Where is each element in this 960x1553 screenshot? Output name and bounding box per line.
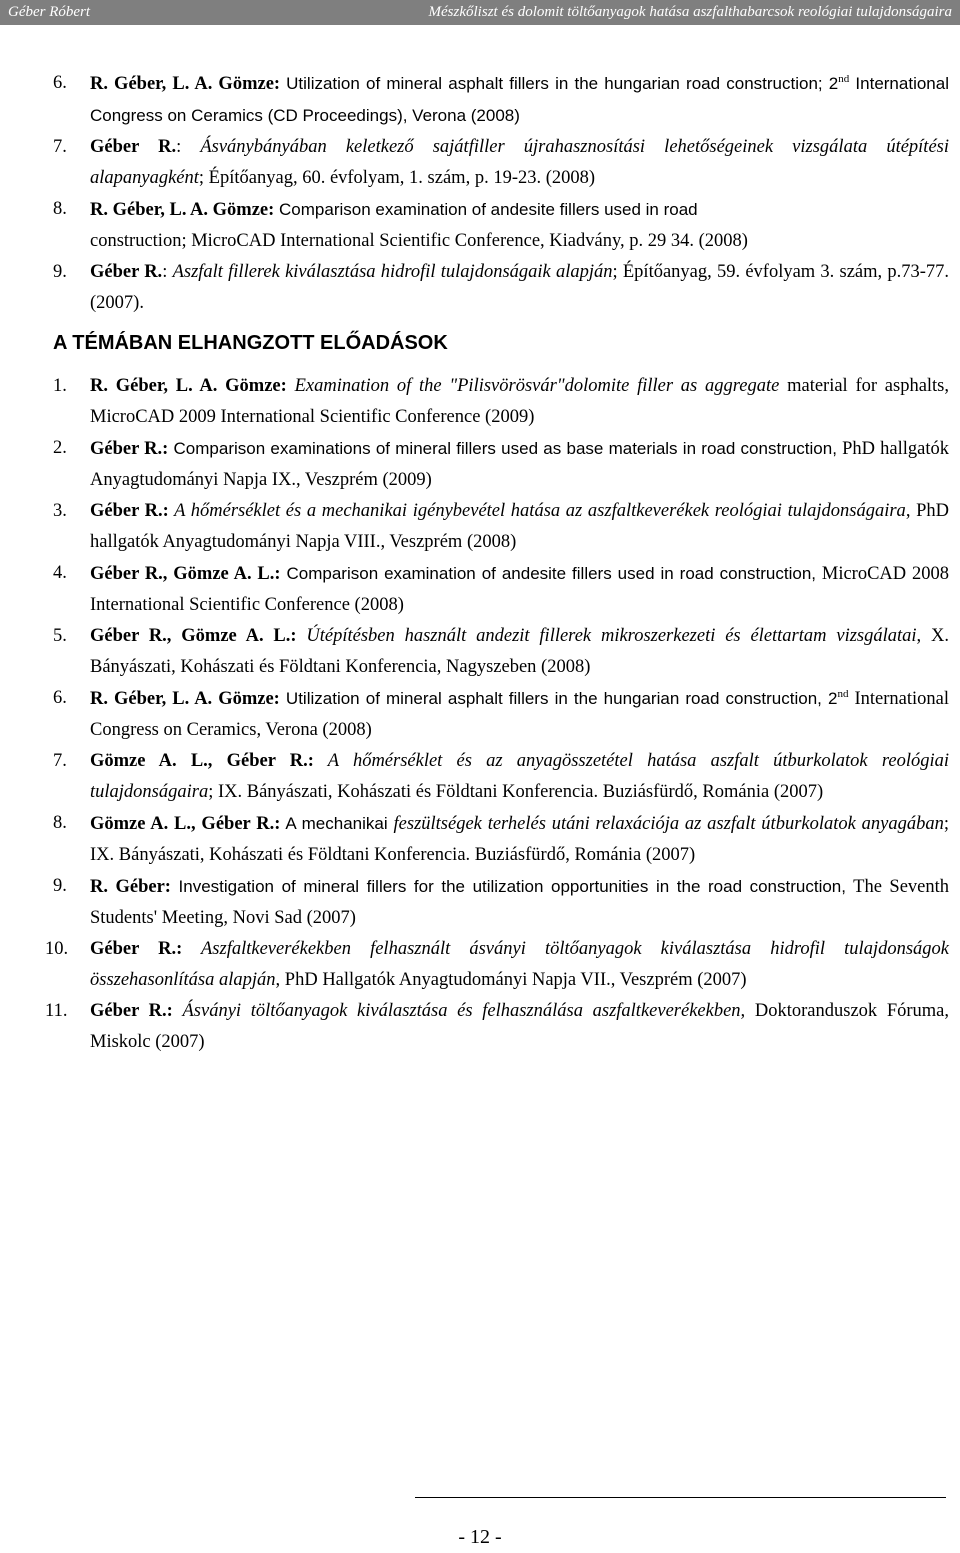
item-number: 1.	[53, 376, 67, 396]
item-title-sup: nd	[838, 72, 850, 85]
item-venue: The Seventh Students' Meeting, Novi Sad (2007)	[90, 877, 950, 928]
item-number: 11.	[45, 1001, 68, 1021]
item-authors: Géber R.:	[90, 939, 183, 959]
item-title-lead: A mechanikai	[280, 814, 394, 833]
item-authors: Géber R.	[90, 262, 163, 282]
page-number: - 12 -	[458, 1526, 502, 1548]
item-venue: , PhD Hallgatók Anyagtudományi Napja VII., Veszprém (2007)	[275, 970, 747, 990]
talk-item-1	[53, 371, 949, 433]
talk-item-8	[53, 808, 949, 871]
item-number: 6.	[53, 688, 67, 708]
item-authors: Géber R., Gömze A. L.:	[90, 564, 281, 584]
item-authors: Géber R., Gömze A. L.:	[90, 626, 297, 646]
talk-item-3	[53, 496, 949, 558]
item-title: Investigation of mineral fillers for the utilization opportunities in the road construction,	[170, 877, 846, 896]
item-authors: R. Géber, L. A. Gömze:	[90, 689, 280, 709]
item-venue: ; IX. Bányászati, Kohászati és Földtani Konferencia. Buziásfürdő, Románia (2007)	[208, 782, 824, 802]
publication-item-7	[53, 132, 949, 194]
header-title: Mészkőliszt és dolomit töltőanyagok hatása aszfalthabarcsok reológiai tulajdonságaira	[428, 4, 952, 20]
item-number: 7.	[53, 751, 67, 771]
item-venue: ; IX. Bányászati, Kohászati és Földtani Konferencia. Buziásfürdő, Románia (2007)	[90, 814, 949, 865]
item-authors: Géber R.:	[90, 501, 169, 521]
item-number: 9.	[53, 876, 67, 896]
item-separator: :	[176, 137, 201, 157]
publication-item-8	[53, 194, 949, 257]
running-header	[0, 0, 960, 25]
item-title: Examination of the "Pilisvörösvár"dolomite filler as aggregate	[286, 376, 780, 396]
item-title: Ásványi töltőanyagok kiválasztása és felhasználása aszfaltkeverékekben,	[172, 1001, 746, 1021]
item-title: A hőmérséklet és a mechanikai igénybevétel hatása az aszfaltkeverékek reológiai tulajdonságaira	[168, 501, 906, 521]
item-venue: construction; MicroCAD International Scientific Conference, Kiadvány, p. 29 34. (2008)	[90, 231, 748, 251]
item-title: Utilization of mineral asphalt fillers in the hungarian road construction, 2	[279, 689, 838, 708]
item-authors: Géber R.	[90, 137, 177, 157]
item-venue: ; Építőanyag, 60. évfolyam, 1. szám, p. 19-23. (2008)	[198, 168, 596, 188]
item-venue: MicroCAD 2008 International Scientific Conference (2008)	[90, 564, 949, 615]
item-authors: Géber R.:	[90, 1001, 173, 1021]
publication-item-9	[53, 257, 949, 319]
publication-item-6	[53, 68, 949, 132]
item-venue: Doktoranduszok Fóruma, Miskolc (2007)	[90, 1001, 950, 1052]
talk-item-9	[53, 871, 949, 934]
item-title: Comparison examinations of mineral fillers used as base materials in road construction,	[168, 439, 837, 458]
item-authors: Géber R.:	[90, 439, 169, 459]
talk-item-11	[45, 996, 950, 1058]
item-authors: R. Géber, L. A. Gömze:	[90, 376, 287, 396]
item-number: 8.	[53, 199, 67, 219]
item-authors: Gömze A. L., Géber R.:	[90, 814, 281, 834]
item-venue: ; Építőanyag, 59. évfolyam 3. szám, p.73-77. (2007).	[90, 262, 950, 313]
talk-item-7	[53, 746, 949, 808]
item-venue: , X. Bányászati, Kohászati és Földtani Konferencia, Nagyszeben (2008)	[90, 626, 949, 677]
item-title: A hőmérséklet és az anyagösszetétel hatása aszfalt útburkolatok reológiai tulajdonságaira	[90, 751, 949, 802]
item-authors: Gömze A. L., Géber R.:	[90, 751, 314, 771]
item-title: Utilization of mineral asphalt fillers in the hungarian road construction; 2	[286, 74, 839, 93]
item-number: 10.	[45, 939, 69, 959]
item-number: 7.	[53, 137, 67, 157]
talk-item-6	[53, 683, 949, 746]
talk-item-10	[45, 934, 949, 996]
item-venue: International Congress on Ceramics (CD Proceedings), Verona (2008)	[90, 74, 949, 125]
talk-item-4	[53, 558, 949, 621]
item-title: Útépítésben használt andezit fillerek mikroszerkezeti és élettartam vizsgálatai	[296, 626, 917, 646]
item-venue: PhD hallgatók Anyagtudományi Napja IX., Veszprém (2009)	[90, 439, 949, 490]
item-number: 2.	[53, 438, 67, 458]
item-authors: R. Géber, L. A. Gömze:	[90, 200, 275, 220]
item-venue: , PhD hallgatók Anyagtudományi Napja VIII., Veszprém (2008)	[90, 501, 949, 552]
item-number: 3.	[53, 501, 67, 521]
publication-list	[53, 68, 949, 319]
item-title: Comparison examination of andesite fillers used in road	[274, 200, 698, 219]
item-separator: :	[162, 262, 173, 282]
talk-item-2	[53, 433, 949, 496]
item-title: Ásványbányában keletkező sajátfiller újrahasznosítási lehetőségeinek vizsgálata útépítési alapanyagként	[90, 137, 949, 188]
item-venue: International Congress on Ceramics, Verona (2008)	[90, 689, 949, 740]
talk-list	[45, 371, 950, 1058]
item-title: Aszfalt fillerek kiválasztása hidrofil tulajdonságaik alapján	[172, 262, 613, 282]
footer-rule	[415, 1497, 946, 1498]
header-author: Géber Róbert	[8, 4, 91, 20]
item-number: 8.	[53, 813, 67, 833]
item-number: 9.	[53, 262, 67, 282]
item-authors: R. Géber:	[90, 877, 171, 897]
item-title: feszültségek terhelés utáni relaxációja az aszfalt útburkolatok anyagában	[393, 814, 944, 834]
item-venue: material for asphalts, MicroCAD 2009 International Scientific Conference (2009)	[90, 376, 950, 427]
talk-item-5	[53, 621, 949, 683]
item-title: Aszfaltkeverékekben felhasznált ásványi töltőanyagok kiválasztása hidrofil tulajdonságok összehasonlítása alapján	[90, 939, 949, 990]
item-number: 5.	[53, 626, 67, 646]
item-number: 6.	[53, 73, 67, 93]
item-title-sup: nd	[837, 687, 849, 700]
section-heading: A TÉMÁBAN ELHANGZOTT ELŐADÁSOK	[53, 332, 448, 354]
item-title: Comparison examination of andesite fillers used in road construction,	[280, 564, 817, 583]
item-number: 4.	[53, 563, 67, 583]
item-authors: R. Géber, L. A. Gömze:	[90, 74, 281, 94]
main-content	[45, 68, 950, 1058]
